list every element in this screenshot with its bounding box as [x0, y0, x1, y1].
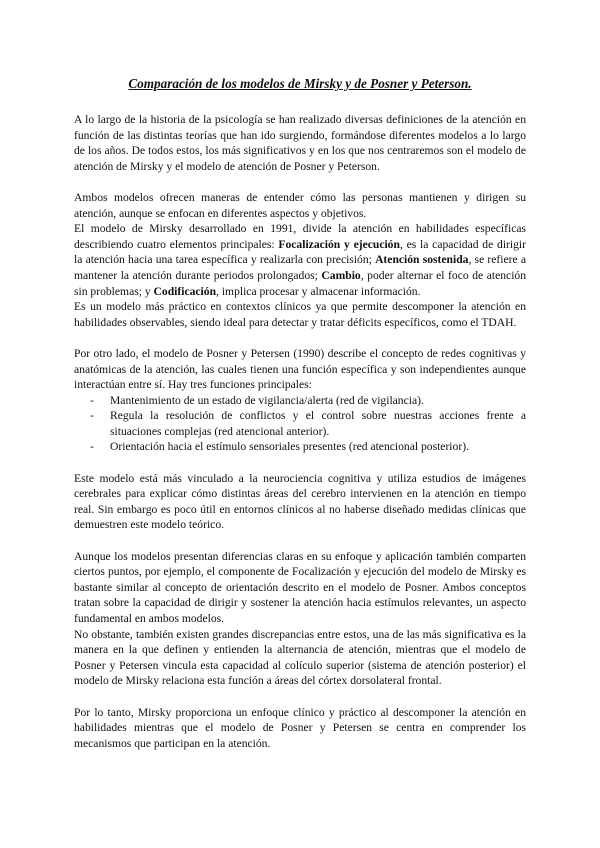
term-atencion-sostenida: Atención sostenida [375, 253, 469, 267]
mirsky-text-a: El modelo de Mirsky desarrollado en 1991, divide la atención en habilidades específicas describiendo cuatro elementos principales: [74, 222, 526, 251]
intro-paragraph: A lo largo de la historia de la psicología se han realizado diversas definiciones de la atención en función de las distintas teorías que han ido surgiendo, formándose diferentes modelos a lo largo de los años. De todos estos, los más significativos y en los que nos centraremos son el modelo de atención de Mirsky y el modelo de atención de Posner y Peterson. [74, 113, 526, 173]
mirsky-paragraph-2 [74, 221, 526, 299]
mirsky-text-e: , implica procesar y almacenar información. [216, 284, 421, 298]
document-title: Comparación de los modelos de Mirsky y de Posner y Peterson. [128, 76, 472, 91]
mirsky-paragraph-1: Ambos modelos ofrecen maneras de entender cómo las personas mantienen y dirigen su atención, aunque se enfocan en diferentes aspectos y objetivos. [74, 190, 526, 220]
list-item: - Orientación hacia el estímulo sensoriales presentes (red atencional posterior). [90, 439, 526, 455]
mirsky-text-d: , poder alternar el foco de atención sin problemas; y [74, 268, 527, 298]
conclusion-paragraph: Por lo tanto, Mirsky proporciona un enfoque clínico y práctico al descomponer la atención en habilidades mientras que el modelo de Posner y Petersen se centra en comprender los mecanismos que participan en la atención. [74, 705, 526, 750]
comparison-paragraph-2: No obstante, también existen grandes discrepancias entre estos, una de las más significativa es la manera en la que definen y entienden la alternancia de atención, mientras que el modelo de Posner y Petersen vincula esta capacidad al colículo superior (sistema de atención posterior) el modelo de Mirsky relaciona esta función a áreas del córtex dorsolateral frontal. [74, 627, 526, 688]
mirsky-paragraph-3: Es un modelo más práctico en contextos clínicos ya que permite descomponer la atención en habilidades observables, siendo ideal para detectar y tratar déficits específicos, como el TDAH. [74, 300, 526, 329]
mirsky-text-b: , es la capacidad de dirigir la atención hacia una tarea específica y realizarla con precisión; [74, 237, 526, 267]
paragraph-spacer [74, 455, 526, 471]
term-cambio: Cambio [321, 268, 361, 282]
paragraph-spacer [74, 689, 526, 705]
paragraph-spacer [74, 330, 526, 346]
term-focalizacion: Focalización y ejecución [278, 237, 400, 251]
posner-paragraph-2: Este modelo está más vinculado a la neurociencia cognitiva y utiliza estudios de imágenes cerebrales para explicar cómo distintas áreas del cerebro intervienen en la atención en tiempo real. Sin embargo es poco útil en entornos clínicos al no haberse diseñado medidas clínicas que demuestren este modelo teórico. [74, 471, 526, 532]
term-codificacion: Codificación [153, 284, 217, 298]
mirsky-text-c: , se refiere a mantener la atención durante periodos prolongados; [74, 253, 526, 282]
comparison-paragraph-1: Aunque los modelos presentan diferencias claras en su enfoque y aplicación también comparten ciertos puntos, por ejemplo, el componente de Focalización y ejecución del modelo de Mirsky es bastante similar al concepto de orientación descrito en el modelo de Posner. Ambos conceptos tratan sobre la capacidad de dirigir y sostener la atención hacia estímulos relevantes, un aspecto fundamental en ambos modelos. [74, 549, 526, 625]
functions-list [74, 393, 526, 455]
list-item: - Mantenimiento de un estado de vigilancia/alerta (red de vigilancia). [90, 393, 526, 409]
paragraph-spacer [74, 174, 526, 190]
list-item: - Regula la resolución de conflictos y el control sobre nuestras acciones frente a situaciones complejas (red atencional anterior). [90, 408, 526, 439]
paragraph-spacer [74, 533, 526, 549]
posner-paragraph-1: Por otro lado, el modelo de Posner y Petersen (1990) describe el concepto de redes cognitivas y anatómicas de la atención, las cuales tienen una función específica y son independientes aunque interactúan entre sí. Hay tres funciones principales: [74, 346, 526, 392]
